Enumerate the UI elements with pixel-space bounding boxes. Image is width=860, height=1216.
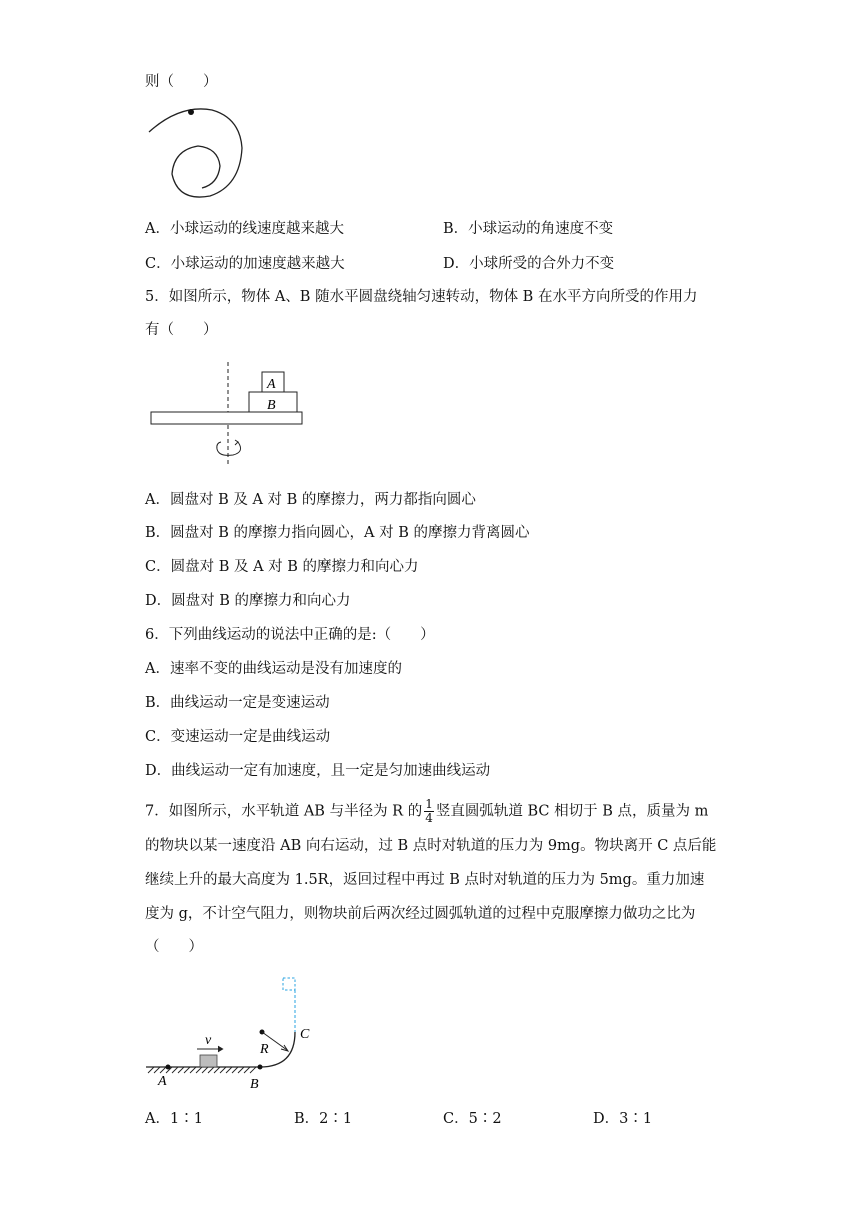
q7-stem-line2: 的物块以某一速度沿 AB 向右运动，过 B 点时对轨道的压力为 9mg。物块离开 C 点后能: [145, 838, 717, 854]
q7-stem-line3: 继续上升的最大高度为 1.5R，返回过程中再过 B 点时对轨道的压力为 5mg。重力加速: [145, 872, 705, 888]
q5-option-b: B．圆盘对 B 的摩擦力指向圆心，A 对 B 的摩擦力背离圆心: [145, 525, 530, 541]
q4-option-b: B．小球运动的角速度不变: [443, 221, 614, 237]
point-b: [258, 1065, 263, 1070]
q7-option-c: C．5∶2: [443, 1111, 502, 1127]
q7-option-b: B．2∶1: [294, 1111, 353, 1127]
q5-option-a: A．圆盘对 B 及 A 对 B 的摩擦力，两力都指向圆心: [145, 492, 476, 508]
label-b-point: B: [250, 1077, 259, 1092]
q6-option-b: B．曲线运动一定是变速运动: [145, 695, 330, 711]
ball-dot: [188, 109, 194, 115]
q7-line1-part2: 竖直圆弧轨道 BC 相切于 B 点，质量为 m: [435, 803, 709, 820]
label-a: A: [267, 377, 276, 392]
label-c: C: [300, 1027, 310, 1042]
q5-stem-line1: 5．如图所示，物体 A、B 随水平圆盘绕轴匀速转动，物体 B 在水平方向所受的作用力: [145, 289, 698, 305]
q6-option-c: C．变速运动一定是曲线运动: [145, 729, 331, 745]
point-a: [166, 1065, 171, 1070]
label-a-point: A: [158, 1074, 167, 1089]
q4-stem-tail: 则（ ）: [145, 74, 218, 90]
q4-option-c: C．小球运动的加速度越来越大: [145, 256, 345, 272]
quarter-fraction: $\frac{1}{4}$: [425, 797, 433, 825]
disk: [151, 412, 302, 424]
q4-option-a: A．小球运动的线速度越来越大: [145, 221, 344, 237]
label-r: R: [260, 1042, 269, 1057]
q7-option-d: D．3∶1: [593, 1111, 653, 1127]
q6-option-d: D．曲线运动一定有加速度，且一定是匀加速曲线运动: [145, 763, 491, 779]
q5-option-d: D．圆盘对 B 的摩擦力和向心力: [145, 593, 351, 609]
q7-stem-line1: [145, 798, 708, 825]
q4-option-d: D．小球所受的合外力不变: [443, 256, 615, 272]
q5-stem-line2: 有（ ）: [145, 322, 218, 338]
q7-stem-line5: （ ）: [145, 939, 203, 955]
q7-option-a: A．1∶1: [145, 1111, 203, 1127]
rotating-disk-figure: [145, 362, 310, 472]
label-b: B: [267, 398, 276, 413]
q6-stem: 6．下列曲线运动的说法中正确的是:（ ）: [145, 627, 435, 643]
q7-line1-part1: 7．如图所示，水平轨道 AB 与半径为 R 的: [145, 803, 423, 820]
q7-stem-line4: 度为 g，不计空气阻力，则物块前后两次经过圆弧轨道的过程中克服摩擦力做功之比为: [145, 906, 696, 922]
q6-option-a: A．速率不变的曲线运动是没有加速度的: [145, 661, 402, 677]
ground-hatching: [148, 1067, 256, 1073]
track-figure: [140, 970, 340, 1095]
spiral-figure: [140, 104, 250, 204]
rotation-arrow-icon: [217, 442, 241, 455]
label-v: v: [205, 1033, 212, 1048]
dashed-top-block: [283, 978, 295, 990]
block: [200, 1055, 217, 1067]
q5-option-c: C．圆盘对 B 及 A 对 B 的摩擦力和向心力: [145, 559, 419, 575]
